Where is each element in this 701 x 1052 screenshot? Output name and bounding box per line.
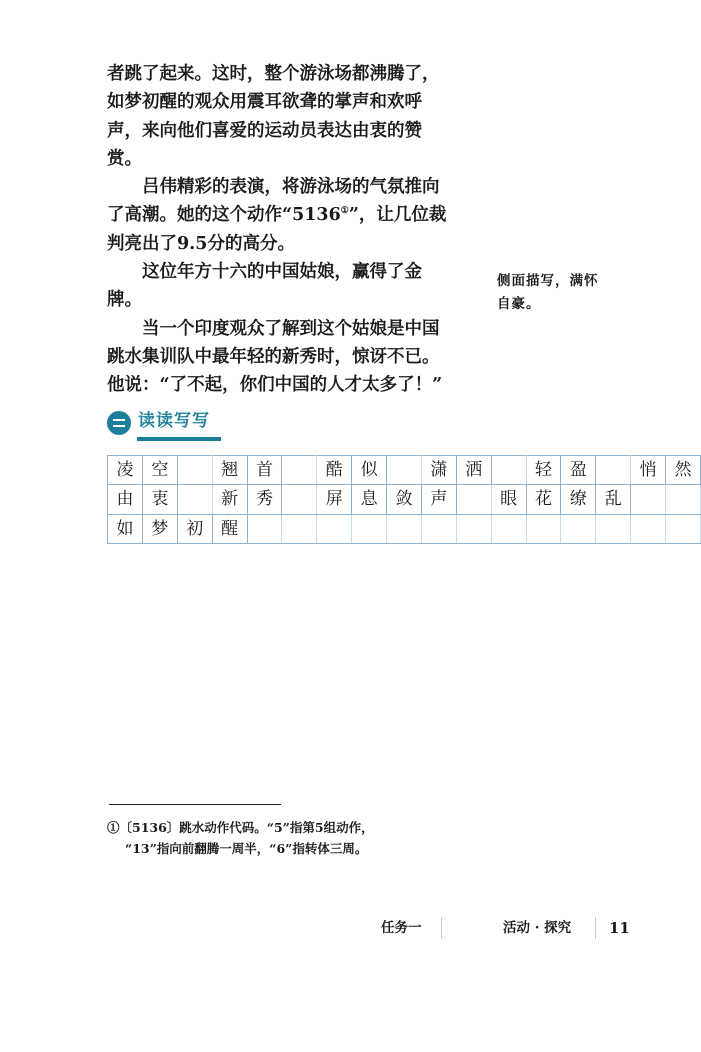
grid-cell-empty <box>282 514 317 544</box>
grid-cell-empty <box>317 514 352 544</box>
footer-divider <box>441 917 442 939</box>
paragraph-2-before: 吕伟精彩的表演，将游泳场的气氛推向了高潮。她的这个动作“5136 <box>107 177 440 226</box>
grid-cell-char: 衷 <box>142 485 177 515</box>
paragraph-2-after: ”，让几位裁判亮出了9.5分的高分。 <box>107 205 447 254</box>
grid-cell-empty <box>596 514 631 544</box>
grid-cell-char: 声 <box>421 485 456 515</box>
footnote-divider <box>109 804 281 805</box>
grid-cell-empty <box>491 514 526 544</box>
grid-cell-empty <box>596 455 631 485</box>
grid-cell-char: 花 <box>526 485 561 515</box>
side-note-line2: 自豪。 <box>497 296 541 312</box>
grid-cell-char: 醒 <box>212 514 247 544</box>
grid-row <box>108 485 701 515</box>
grid-cell-char: 空 <box>142 455 177 485</box>
grid-row <box>108 455 701 485</box>
section-underline <box>137 437 221 441</box>
grid-cell-char: 然 <box>666 455 701 485</box>
side-note <box>497 270 632 316</box>
vocabulary-grid <box>107 455 701 545</box>
grid-cell-empty <box>631 514 666 544</box>
grid-cell-char: 缭 <box>561 485 596 515</box>
paragraph-1: 者跳了起来。这时，整个游泳场都沸腾了，如梦初醒的观众用震耳欲聋的掌声和欢呼声，来向他们喜爱的运动员表达由衷的赞赏。 <box>107 64 440 169</box>
grid-cell-empty <box>456 514 491 544</box>
body-text <box>107 60 452 400</box>
section-title: 读读写写 <box>138 410 210 431</box>
grid-cell-empty <box>631 485 666 515</box>
grid-cell-empty <box>177 455 212 485</box>
grid-cell-empty <box>177 485 212 515</box>
grid-cell-char: 乱 <box>596 485 631 515</box>
grid-cell-char: 屏 <box>317 485 352 515</box>
grid-cell-empty <box>247 514 282 544</box>
grid-row <box>108 514 701 544</box>
paragraph-2 <box>107 173 452 258</box>
grid-cell-empty <box>456 485 491 515</box>
grid-cell-char: 如 <box>108 514 143 544</box>
footer-divider <box>595 917 596 939</box>
footer-section: 活动 · 探究 <box>503 920 572 937</box>
footer-task: 任务一 <box>381 920 422 937</box>
spacer <box>107 544 701 804</box>
paragraph-4: 当一个印度观众了解到这个姑娘是中国跳水集训队中最年轻的新秀时，惊讶不已。他说：“了不起，你们中国的人才太多了！” <box>107 318 443 396</box>
grid-cell-char: 悄 <box>631 455 666 485</box>
paragraph-3: 这位年方十六的中国姑娘，赢得了金牌。 <box>107 262 422 311</box>
grid-cell-char: 凌 <box>108 455 143 485</box>
footer <box>107 918 701 942</box>
page-number: 11 <box>609 919 630 938</box>
grid-cell-char: 息 <box>352 485 387 515</box>
grid-cell-char: 新 <box>212 485 247 515</box>
grid-cell-char: 敛 <box>387 485 422 515</box>
grid-cell-empty <box>491 455 526 485</box>
footnote-mark[interactable]: ① <box>340 206 349 217</box>
grid-cell-char: 初 <box>177 514 212 544</box>
grid-cell-char: 秀 <box>247 485 282 515</box>
grid-cell-empty <box>387 514 422 544</box>
grid-cell-empty <box>282 455 317 485</box>
section-three-icon <box>107 411 131 435</box>
top-area <box>107 60 701 400</box>
grid-cell-char: 首 <box>247 455 282 485</box>
grid-cell-empty <box>387 455 422 485</box>
grid-cell-char: 洒 <box>456 455 491 485</box>
grid-cell-empty <box>421 514 456 544</box>
grid-cell-empty <box>561 514 596 544</box>
grid-cell-char: 似 <box>352 455 387 485</box>
grid-cell-char: 翘 <box>212 455 247 485</box>
side-note-line1: 侧面描写，满怀 <box>497 273 599 289</box>
grid-cell-char: 酷 <box>317 455 352 485</box>
grid-cell-empty <box>666 485 701 515</box>
grid-cell-empty <box>666 514 701 544</box>
grid-cell-char: 潇 <box>421 455 456 485</box>
section-header <box>107 410 701 444</box>
grid-cell-empty <box>352 514 387 544</box>
footnote-line1: ①〔5136〕跳水动作代码。“5”指第5组动作， <box>107 820 374 836</box>
grid-cell-char: 盈 <box>561 455 596 485</box>
grid-cell-char: 眼 <box>491 485 526 515</box>
footnote <box>107 817 701 859</box>
grid-cell-char: 梦 <box>142 514 177 544</box>
grid-cell-empty <box>526 514 561 544</box>
grid-cell-char: 轻 <box>526 455 561 485</box>
grid-cell-char: 由 <box>108 485 143 515</box>
footnote-line2: “13”指向前翻腾一周半，“6”指转体三周。 <box>125 841 368 857</box>
grid-cell-empty <box>282 485 317 515</box>
